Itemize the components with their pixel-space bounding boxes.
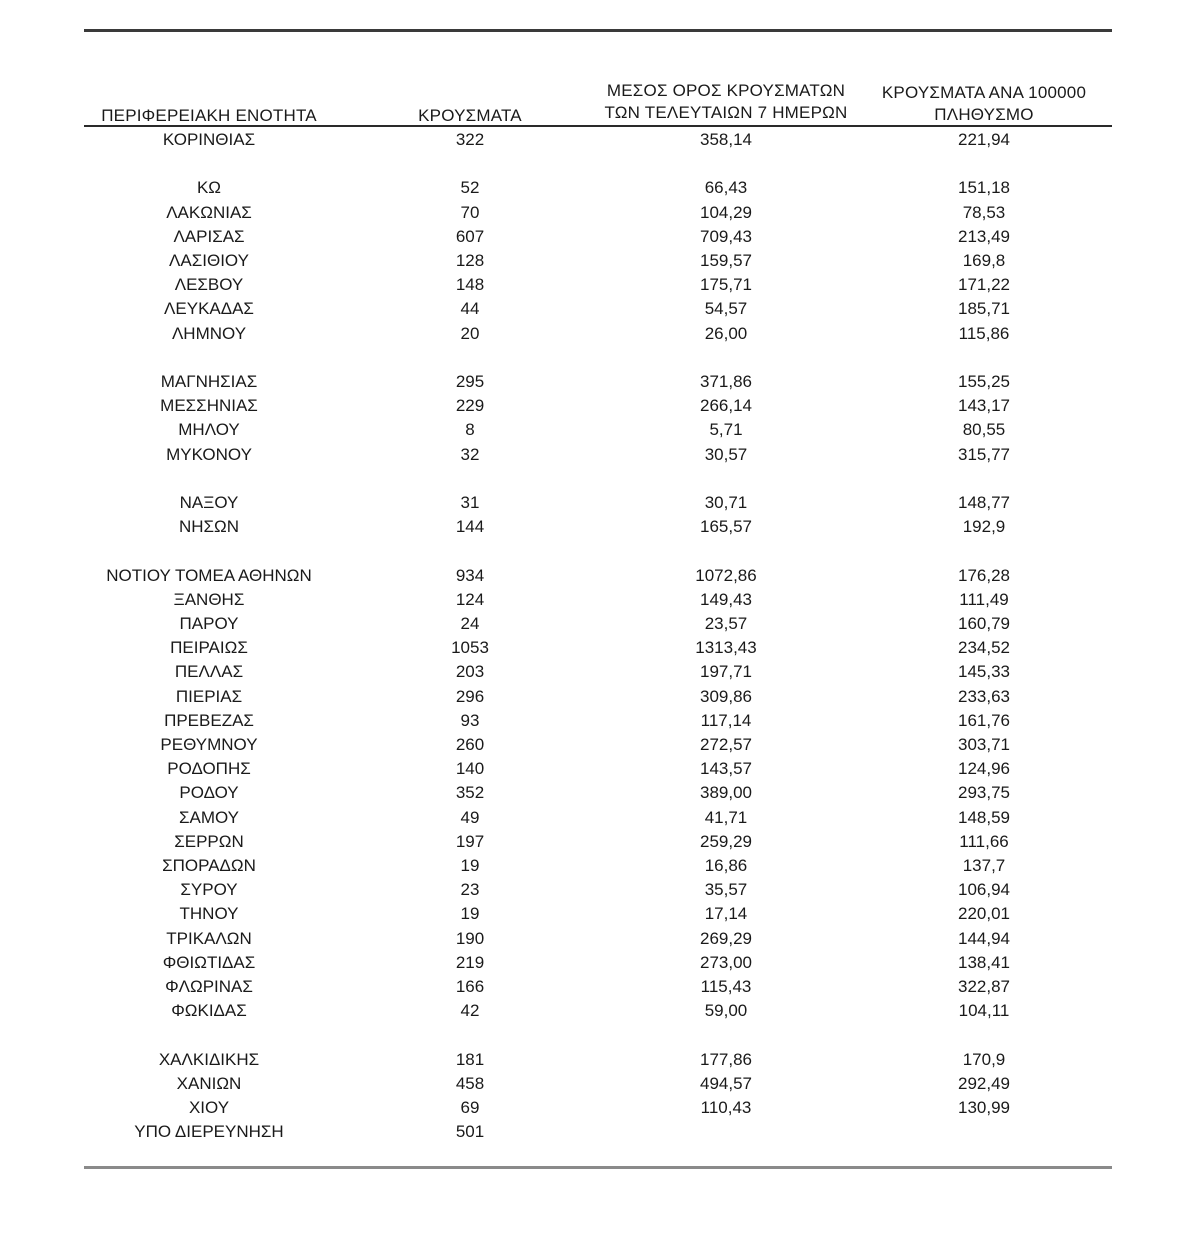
table-row bbox=[0, 588, 1200, 612]
top-rule bbox=[84, 29, 1112, 32]
header-avg-line1: ΜΕΣΟΣ ΟΡΟΣ ΚΡΟΥΣΜΑΤΩΝ bbox=[606, 81, 846, 100]
region-cell: ΝΟΤΙΟΥ ΤΟΜΕΑ ΑΘΗΝΩΝ bbox=[106, 566, 312, 585]
cases-cell: 260 bbox=[455, 735, 485, 754]
per-100k-cell: 233,63 bbox=[958, 687, 1010, 706]
region-cell: ΛΑΣΙΘΙΟΥ bbox=[169, 251, 249, 270]
per-100k-cell: 104,11 bbox=[958, 1001, 1010, 1020]
header-seven-day-average bbox=[590, 80, 862, 124]
cases-cell: 19 bbox=[460, 856, 480, 875]
per-100k-cell: 293,75 bbox=[958, 783, 1010, 802]
cases-cell: 19 bbox=[460, 904, 480, 923]
cases-cell: 23 bbox=[460, 880, 480, 899]
per-100k-cell: 213,49 bbox=[958, 227, 1010, 246]
per-100k-cell: 220,01 bbox=[958, 904, 1010, 923]
region-cell: ΝΑΞΟΥ bbox=[179, 493, 239, 512]
avg-cell: 389,00 bbox=[700, 783, 752, 802]
cases-cell: 20 bbox=[460, 324, 480, 343]
header-cases-per-100000 bbox=[862, 82, 1106, 126]
avg-cell: 1072,86 bbox=[695, 566, 757, 585]
region-cell: ΜΑΓΝΗΣΙΑΣ bbox=[160, 372, 258, 391]
cases-cell: 69 bbox=[460, 1098, 480, 1117]
cases-cell: 52 bbox=[460, 178, 480, 197]
region-cell: ΛΑΚΩΝΙΑΣ bbox=[166, 203, 252, 222]
cases-cell: 24 bbox=[460, 614, 480, 633]
cases-cell: 49 bbox=[460, 808, 480, 827]
cases-cell: 352 bbox=[455, 783, 485, 802]
table-row bbox=[0, 515, 1200, 539]
per-100k-cell: 221,94 bbox=[958, 130, 1010, 149]
table-row bbox=[0, 854, 1200, 878]
table-row bbox=[0, 1048, 1200, 1072]
cases-cell: 93 bbox=[460, 711, 480, 730]
avg-cell: 149,43 bbox=[700, 590, 752, 609]
region-cell: ΜΕΣΣΗΝΙΑΣ bbox=[160, 396, 258, 415]
table-row bbox=[0, 1072, 1200, 1096]
avg-cell: 177,86 bbox=[700, 1050, 752, 1069]
bottom-rule bbox=[84, 1166, 1112, 1169]
table-row bbox=[0, 951, 1200, 975]
region-cell: ΦΩΚΙΔΑΣ bbox=[171, 1001, 247, 1020]
avg-cell: 5,71 bbox=[709, 420, 743, 439]
cases-cell: 8 bbox=[465, 420, 475, 439]
cases-cell: 144 bbox=[455, 517, 485, 536]
avg-cell: 272,57 bbox=[700, 735, 752, 754]
region-cell: ΦΛΩΡΙΝΑΣ bbox=[165, 977, 253, 996]
table-row bbox=[0, 709, 1200, 733]
table-row bbox=[0, 830, 1200, 854]
table-row bbox=[0, 201, 1200, 225]
cases-cell: 181 bbox=[455, 1050, 485, 1069]
table-row bbox=[0, 128, 1200, 152]
cases-cell: 44 bbox=[460, 299, 480, 318]
region-cell: ΞΑΝΘΗΣ bbox=[173, 590, 245, 609]
avg-cell: 104,29 bbox=[700, 203, 752, 222]
avg-cell: 159,57 bbox=[700, 251, 752, 270]
table-row bbox=[0, 273, 1200, 297]
avg-cell: 494,57 bbox=[700, 1074, 752, 1093]
cases-cell: 70 bbox=[460, 203, 480, 222]
avg-cell: 23,57 bbox=[704, 614, 748, 633]
region-cell: ΥΠΟ ΔΙΕΡΕΥΝΗΣΗ bbox=[134, 1122, 284, 1141]
avg-cell: 309,86 bbox=[700, 687, 752, 706]
per-100k-cell: 138,41 bbox=[958, 953, 1010, 972]
avg-cell: 197,71 bbox=[700, 662, 752, 681]
avg-cell: 709,43 bbox=[700, 227, 752, 246]
avg-cell: 35,57 bbox=[704, 880, 748, 899]
avg-cell: 165,57 bbox=[700, 517, 752, 536]
table-row bbox=[0, 491, 1200, 515]
cases-cell: 128 bbox=[455, 251, 485, 270]
region-cell: ΠΙΕΡΙΑΣ bbox=[175, 687, 243, 706]
avg-cell: 269,29 bbox=[700, 929, 752, 948]
region-cell: ΚΟΡΙΝΘΙΑΣ bbox=[162, 130, 256, 149]
avg-cell: 26,00 bbox=[704, 324, 748, 343]
per-100k-cell: 155,25 bbox=[958, 372, 1010, 391]
cases-cell: 148 bbox=[455, 275, 485, 294]
avg-cell: 259,29 bbox=[700, 832, 752, 851]
region-cell: ΝΗΣΩΝ bbox=[178, 517, 240, 536]
cases-cell: 229 bbox=[455, 396, 485, 415]
table-row bbox=[0, 394, 1200, 418]
table-row bbox=[0, 999, 1200, 1023]
region-cell: ΡΟΔΟΠΗΣ bbox=[167, 759, 251, 778]
avg-cell: 17,14 bbox=[704, 904, 748, 923]
avg-cell: 41,71 bbox=[704, 808, 748, 827]
region-cell: ΣΑΜΟΥ bbox=[178, 808, 240, 827]
avg-cell: 54,57 bbox=[704, 299, 748, 318]
per-100k-cell: 176,28 bbox=[958, 566, 1010, 585]
avg-cell: 59,00 bbox=[704, 1001, 748, 1020]
cases-cell: 190 bbox=[455, 929, 485, 948]
avg-cell: 371,86 bbox=[700, 372, 752, 391]
table-row bbox=[0, 176, 1200, 200]
cases-cell: 140 bbox=[455, 759, 485, 778]
cases-cell: 219 bbox=[455, 953, 485, 972]
per-100k-cell: 106,94 bbox=[958, 880, 1010, 899]
per-100k-cell: 124,96 bbox=[958, 759, 1010, 778]
table-row bbox=[0, 1120, 1200, 1144]
per-100k-cell: 137,7 bbox=[962, 856, 1006, 875]
per-100k-cell: 315,77 bbox=[958, 445, 1010, 464]
table-row bbox=[0, 902, 1200, 926]
table-row bbox=[0, 322, 1200, 346]
region-cell: ΤΗΝΟΥ bbox=[179, 904, 239, 923]
table-row bbox=[0, 564, 1200, 588]
table-row bbox=[0, 781, 1200, 805]
cases-cell: 501 bbox=[455, 1122, 485, 1141]
region-cell: ΠΑΡΟΥ bbox=[179, 614, 239, 633]
table-row bbox=[0, 297, 1200, 321]
cases-cell: 32 bbox=[460, 445, 480, 464]
cases-cell: 166 bbox=[455, 977, 485, 996]
cases-cell: 1053 bbox=[451, 638, 489, 657]
per-100k-cell: 143,17 bbox=[958, 396, 1010, 415]
per-100k-cell: 130,99 bbox=[958, 1098, 1010, 1117]
table-row bbox=[0, 370, 1200, 394]
per-100k-cell: 160,79 bbox=[958, 614, 1010, 633]
per-100k-cell: 171,22 bbox=[958, 275, 1010, 294]
region-cell: ΠΕΛΛΑΣ bbox=[174, 662, 244, 681]
region-cell: ΜΗΛΟΥ bbox=[178, 420, 240, 439]
per-100k-cell: 115,86 bbox=[958, 324, 1010, 343]
header-per-line1: ΚΡΟΥΣΜΑΤΑ ΑΝΑ 100000 bbox=[881, 83, 1087, 102]
cases-cell: 934 bbox=[455, 566, 485, 585]
table-row bbox=[0, 927, 1200, 951]
avg-cell: 1313,43 bbox=[695, 638, 757, 657]
region-cell: ΧΑΝΙΩΝ bbox=[176, 1074, 242, 1093]
per-100k-cell: 111,66 bbox=[959, 832, 1009, 851]
table-row bbox=[0, 1096, 1200, 1120]
per-100k-cell: 169,8 bbox=[962, 251, 1006, 270]
per-100k-cell: 151,18 bbox=[958, 178, 1010, 197]
table-row bbox=[0, 975, 1200, 999]
avg-cell: 16,86 bbox=[704, 856, 748, 875]
avg-cell: 358,14 bbox=[700, 130, 752, 149]
avg-cell: 30,71 bbox=[704, 493, 748, 512]
avg-cell: 30,57 bbox=[704, 445, 748, 464]
cases-cell: 31 bbox=[460, 493, 480, 512]
per-100k-cell: 78,53 bbox=[962, 203, 1006, 222]
per-100k-cell: 185,71 bbox=[958, 299, 1010, 318]
region-cell: ΠΡΕΒΕΖΑΣ bbox=[164, 711, 254, 730]
cases-cell: 295 bbox=[455, 372, 485, 391]
table-row bbox=[0, 757, 1200, 781]
region-cell: ΦΘΙΩΤΙΔΑΣ bbox=[162, 953, 256, 972]
region-cell: ΚΩ bbox=[196, 178, 222, 197]
per-100k-cell: 170,9 bbox=[962, 1050, 1006, 1069]
cases-cell: 607 bbox=[455, 227, 485, 246]
table-row bbox=[0, 660, 1200, 684]
header-cases-label: ΚΡΟΥΣΜΑΤΑ bbox=[418, 106, 522, 125]
region-cell: ΡΕΘΥΜΝΟΥ bbox=[160, 735, 258, 754]
header-per-line2: ΠΛΗΘΥΣΜΟ bbox=[934, 105, 1034, 124]
avg-cell: 143,57 bbox=[700, 759, 752, 778]
cases-cell: 197 bbox=[455, 832, 485, 851]
per-100k-cell: 80,55 bbox=[962, 420, 1006, 439]
cases-cell: 42 bbox=[460, 1001, 480, 1020]
per-100k-cell: 192,9 bbox=[962, 517, 1006, 536]
region-cell: ΠΕΙΡΑΙΩΣ bbox=[170, 638, 248, 657]
header-region bbox=[84, 105, 334, 127]
table-row bbox=[0, 806, 1200, 830]
table-row bbox=[0, 878, 1200, 902]
cases-cell: 296 bbox=[455, 687, 485, 706]
region-cell: ΧΑΛΚΙΔΙΚΗΣ bbox=[158, 1050, 260, 1069]
region-cell: ΛΗΜΝΟΥ bbox=[171, 324, 247, 343]
per-100k-cell: 161,76 bbox=[958, 711, 1010, 730]
region-cell: ΜΥΚΟΝΟΥ bbox=[166, 445, 252, 464]
region-cell: ΣΕΡΡΩΝ bbox=[174, 832, 244, 851]
per-100k-cell: 145,33 bbox=[958, 662, 1010, 681]
per-100k-cell: 111,49 bbox=[959, 590, 1009, 609]
per-100k-cell: 148,77 bbox=[958, 493, 1010, 512]
header-region-label: ΠΕΡΙΦΕΡΕΙΑΚΗ ΕΝΟΤΗΤΑ bbox=[101, 106, 317, 125]
per-100k-cell: 303,71 bbox=[958, 735, 1010, 754]
table-row bbox=[0, 685, 1200, 709]
region-cell: ΛΕΥΚΑΔΑΣ bbox=[164, 299, 254, 318]
cases-cell: 458 bbox=[455, 1074, 485, 1093]
per-100k-cell: 322,87 bbox=[958, 977, 1010, 996]
avg-cell: 266,14 bbox=[700, 396, 752, 415]
header-cases bbox=[380, 105, 560, 127]
per-100k-cell: 292,49 bbox=[958, 1074, 1010, 1093]
region-cell: ΛΕΣΒΟΥ bbox=[174, 275, 244, 294]
avg-cell: 117,14 bbox=[700, 711, 752, 730]
avg-cell: 115,43 bbox=[700, 977, 752, 996]
avg-cell: 175,71 bbox=[700, 275, 752, 294]
table-row bbox=[0, 249, 1200, 273]
header-avg-line2: ΤΩΝ ΤΕΛΕΥΤΑΙΩΝ 7 ΗΜΕΡΩΝ bbox=[604, 103, 848, 122]
region-cell: ΣΥΡΟΥ bbox=[180, 880, 238, 899]
cases-cell: 322 bbox=[455, 130, 485, 149]
region-cell: ΤΡΙΚΑΛΩΝ bbox=[166, 929, 252, 948]
table-row bbox=[0, 443, 1200, 467]
region-cell: ΧΙΟΥ bbox=[188, 1098, 230, 1117]
table-row bbox=[0, 418, 1200, 442]
region-cell: ΛΑΡΙΣΑΣ bbox=[173, 227, 245, 246]
avg-cell: 273,00 bbox=[700, 953, 752, 972]
avg-cell: 110,43 bbox=[700, 1098, 752, 1117]
per-100k-cell: 144,94 bbox=[958, 929, 1010, 948]
table-row bbox=[0, 612, 1200, 636]
table-row bbox=[0, 225, 1200, 249]
table-row bbox=[0, 636, 1200, 660]
header-rule bbox=[84, 125, 1112, 127]
cases-cell: 124 bbox=[455, 590, 485, 609]
region-cell: ΣΠΟΡΑΔΩΝ bbox=[162, 856, 256, 875]
cases-cell: 203 bbox=[455, 662, 485, 681]
table-row bbox=[0, 733, 1200, 757]
per-100k-cell: 234,52 bbox=[958, 638, 1010, 657]
region-cell: ΡΟΔΟΥ bbox=[179, 783, 239, 802]
per-100k-cell: 148,59 bbox=[958, 808, 1010, 827]
avg-cell: 66,43 bbox=[704, 178, 748, 197]
